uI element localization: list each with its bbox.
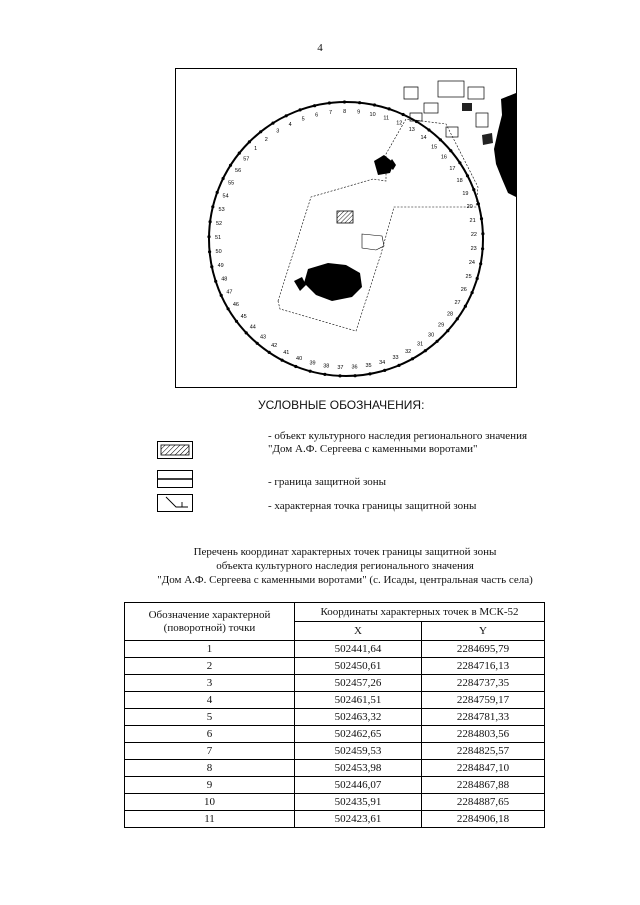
boundary-point (383, 369, 386, 372)
boundary-point (210, 265, 213, 268)
street-block (278, 119, 478, 331)
cultural-heritage-object (337, 211, 353, 223)
boundary-point (456, 317, 459, 320)
boundary-point-label: 51 (214, 234, 222, 241)
point-number: 6 (125, 726, 295, 743)
coord-x: 502457,26 (295, 675, 422, 692)
boundary-point (238, 152, 241, 155)
boundary-line-icon (157, 470, 193, 488)
boundary-point (373, 103, 376, 106)
boundary-point-label: 7 (328, 109, 333, 116)
boundary-point-label: 56 (235, 168, 242, 175)
boundary-point (323, 373, 326, 376)
boundary-point (248, 140, 251, 143)
building (446, 127, 458, 137)
legend-item-boundary-point: - характерная точка границы защитной зоны (268, 500, 477, 512)
boundary-point (411, 357, 414, 360)
header-coordinates: Координаты характерных точек в МСК-52 (295, 603, 545, 622)
boundary-point-label: 57 (243, 156, 250, 163)
boundary-point (259, 130, 262, 133)
boundary-point (207, 235, 210, 238)
boundary-point-label: 46 (232, 302, 239, 309)
boundary-point (464, 305, 467, 308)
table-row (125, 777, 545, 794)
boundary-point-label: 30 (428, 332, 435, 339)
boundary-point-label: 18 (456, 177, 463, 184)
boundary-point-label: 35 (365, 363, 372, 369)
boundary-point-label: 28 (446, 311, 454, 318)
building (476, 113, 488, 127)
boundary-point (313, 104, 316, 107)
boundary-point (229, 164, 232, 167)
boundary-point-label: 48 (221, 276, 228, 283)
map-drawing (176, 69, 516, 387)
coord-y: 2284847,10 (422, 760, 545, 777)
boundary-point (388, 107, 391, 110)
boundary-point (368, 372, 371, 375)
boundary-point-label: 42 (271, 343, 278, 349)
boundary-point (436, 340, 439, 343)
boundary-point-label: 10 (369, 111, 376, 118)
boundary-point-label: 19 (462, 190, 469, 197)
table-row (125, 675, 545, 692)
boundary-point-label: 53 (218, 206, 225, 213)
boundary-point (271, 122, 274, 125)
boundary-point (472, 188, 475, 191)
boundary-point (235, 320, 238, 323)
table-row (125, 760, 545, 777)
boundary-point-label: 12 (396, 120, 403, 127)
boundary-point (427, 128, 430, 131)
table-row (125, 692, 545, 709)
boundary-point (424, 349, 427, 352)
table-title (95, 545, 595, 587)
boundary-point-label: 43 (259, 334, 267, 341)
boundary-point (402, 113, 405, 116)
building (468, 87, 484, 99)
boundary-point-label: 4 (288, 121, 292, 128)
coord-x: 502450,61 (295, 658, 422, 675)
table-title-line: Перечень координат характерных точек границы защитной зоны (193, 546, 497, 558)
coord-y: 2284759,17 (422, 692, 545, 709)
coord-y: 2284695,79 (422, 641, 545, 658)
boundary-point-label: 20 (466, 204, 473, 211)
coord-x: 502441,64 (295, 641, 422, 658)
boundary-point-label: 41 (283, 350, 290, 357)
point-number: 7 (125, 743, 295, 760)
legend-title: УСЛОВНЫЕ ОБОЗНАЧЕНИЯ: (258, 398, 425, 412)
boundary-point (285, 114, 288, 117)
point-number: 5 (125, 709, 295, 726)
coord-x: 502446,07 (295, 777, 422, 794)
point-number: 2 (125, 658, 295, 675)
boundary-point (309, 370, 312, 373)
table-title-line: объекта культурного наследия регионального значения (216, 560, 474, 572)
boundary-point (471, 291, 474, 294)
coordinates-table (124, 602, 545, 828)
boundary-point-label: 22 (470, 232, 477, 239)
boundary-point-label: 39 (309, 360, 316, 367)
point-number: 3 (125, 675, 295, 692)
coord-x: 502423,61 (295, 811, 422, 828)
boundary-point-label: 6 (315, 112, 319, 119)
garden-area (304, 263, 362, 301)
boundary-point (479, 262, 482, 265)
boundary-point-label: 31 (417, 341, 424, 348)
boundary-point-label: 52 (215, 220, 223, 227)
building (462, 103, 493, 145)
boundary-point (354, 374, 357, 377)
boundary-point-label: 32 (405, 348, 412, 355)
point-number: 4 (125, 692, 295, 709)
coord-y: 2284803,56 (422, 726, 545, 743)
boundary-point-label: 36 (351, 364, 358, 371)
boundary-point-label: 8 (343, 109, 347, 115)
point-number: 9 (125, 777, 295, 794)
point-number: 11 (125, 811, 295, 828)
boundary-point (299, 108, 302, 111)
boundary-point-label: 1 (254, 146, 258, 153)
coord-x: 502463,32 (295, 709, 422, 726)
boundary-point-label: 15 (431, 144, 438, 151)
coord-y: 2284781,33 (422, 709, 545, 726)
boundary-point-label: 26 (460, 287, 467, 294)
boundary-point (415, 120, 418, 123)
boundary-point-label: 38 (323, 363, 330, 370)
coord-y: 2284887,65 (422, 794, 545, 811)
boundary-point-label: 37 (337, 364, 344, 371)
boundary-point-label: 34 (379, 359, 386, 366)
coord-x: 502461,51 (295, 692, 422, 709)
boundary-point (458, 161, 461, 164)
boundary-point (245, 331, 248, 334)
boundary-point (227, 307, 230, 310)
coord-y: 2284737,35 (422, 675, 545, 692)
boundary-point-label: 44 (249, 324, 256, 331)
boundary-point-label: 21 (469, 218, 476, 224)
boundary-point (211, 205, 214, 208)
boundary-point-label: 45 (240, 313, 247, 320)
point-number: 1 (125, 641, 295, 658)
boundary-point (358, 101, 361, 104)
header-point-label: Обозначение характерной (поворотной) точки (125, 603, 295, 641)
boundary-point (343, 100, 346, 103)
table-row (125, 743, 545, 760)
coord-x: 502453,98 (295, 760, 422, 777)
building (424, 103, 438, 113)
boundary-point (480, 217, 483, 220)
boundary-point (481, 247, 484, 250)
boundary-point (338, 374, 341, 377)
boundary-point (216, 191, 219, 194)
building (362, 234, 384, 250)
boundary-point-label: 27 (454, 299, 461, 306)
boundary-point (214, 280, 217, 283)
table-row (125, 794, 545, 811)
boundary-point-label: 3 (276, 128, 280, 135)
boundary-point-icon (157, 494, 193, 512)
boundary-point (220, 294, 223, 297)
boundary-point-label: 23 (470, 246, 477, 253)
table-title-line: "Дом А.Ф. Сергеева с каменными воротами" (с. Исады, центральная часть села) (157, 574, 533, 586)
table-row (125, 658, 545, 675)
boundary-point-label: 11 (383, 115, 390, 122)
point-number: 8 (125, 760, 295, 777)
boundary-point (449, 149, 452, 152)
table-row (125, 709, 545, 726)
table-row (125, 811, 545, 828)
boundary-point (466, 174, 469, 177)
boundary-point (328, 101, 331, 104)
boundary-point-label: 40 (296, 356, 303, 363)
boundary-point (209, 220, 212, 223)
boundary-point (222, 177, 225, 180)
header-y: Y (422, 622, 545, 641)
boundary-point-label: 50 (215, 249, 222, 255)
coord-y: 2284825,57 (422, 743, 545, 760)
page-number: 4 (317, 42, 323, 54)
boundary-point-label: 14 (420, 135, 427, 142)
boundary-point (476, 277, 479, 280)
coord-y: 2284716,13 (422, 658, 545, 675)
boundary-point (294, 365, 297, 368)
point-number: 10 (125, 794, 295, 811)
coord-x: 502459,53 (295, 743, 422, 760)
boundary-point-label: 9 (357, 109, 361, 116)
boundary-point (256, 342, 259, 345)
boundary-point (397, 364, 400, 367)
coord-y: 2284906,18 (422, 811, 545, 828)
building (438, 81, 464, 97)
table-row (125, 726, 545, 743)
garden-area (294, 277, 306, 291)
coord-y: 2284867,88 (422, 777, 545, 794)
river-shoreline (494, 93, 516, 197)
boundary-point (477, 202, 480, 205)
boundary-point-label: 29 (438, 322, 445, 329)
boundary-point (446, 329, 449, 332)
boundary-point-label: 49 (217, 262, 224, 269)
boundary-point-label: 25 (465, 273, 472, 280)
boundary-point-label: 16 (440, 154, 447, 161)
protection-zone-map (175, 68, 517, 388)
boundary-point-label: 54 (222, 193, 229, 200)
coord-x: 502462,65 (295, 726, 422, 743)
boundary-point-label: 2 (264, 136, 268, 143)
legend-item-boundary: - граница защитной зоны (268, 476, 387, 488)
boundary-point-label: 5 (301, 116, 305, 123)
boundary-point (481, 232, 484, 235)
boundary-point-label: 17 (449, 165, 456, 172)
boundary-point-label: 47 (226, 289, 233, 296)
boundary-point (208, 250, 211, 253)
boundary-point-label: 24 (468, 260, 475, 267)
legend-item-heritage-object: - объект культурного наследия регионального значения "Дом А.Ф. Сергеева с каменными воротами" (268, 430, 528, 455)
boundary-point-label: 13 (408, 127, 415, 134)
table-row (125, 641, 545, 658)
boundary-point (281, 359, 284, 362)
hatched-rectangle-icon (157, 441, 193, 459)
boundary-point-label: 55 (228, 180, 235, 187)
header-x: X (295, 622, 422, 641)
coord-x: 502435,91 (295, 794, 422, 811)
boundary-point (268, 351, 271, 354)
boundary-point (439, 138, 442, 141)
boundary-point-label: 33 (392, 355, 399, 362)
